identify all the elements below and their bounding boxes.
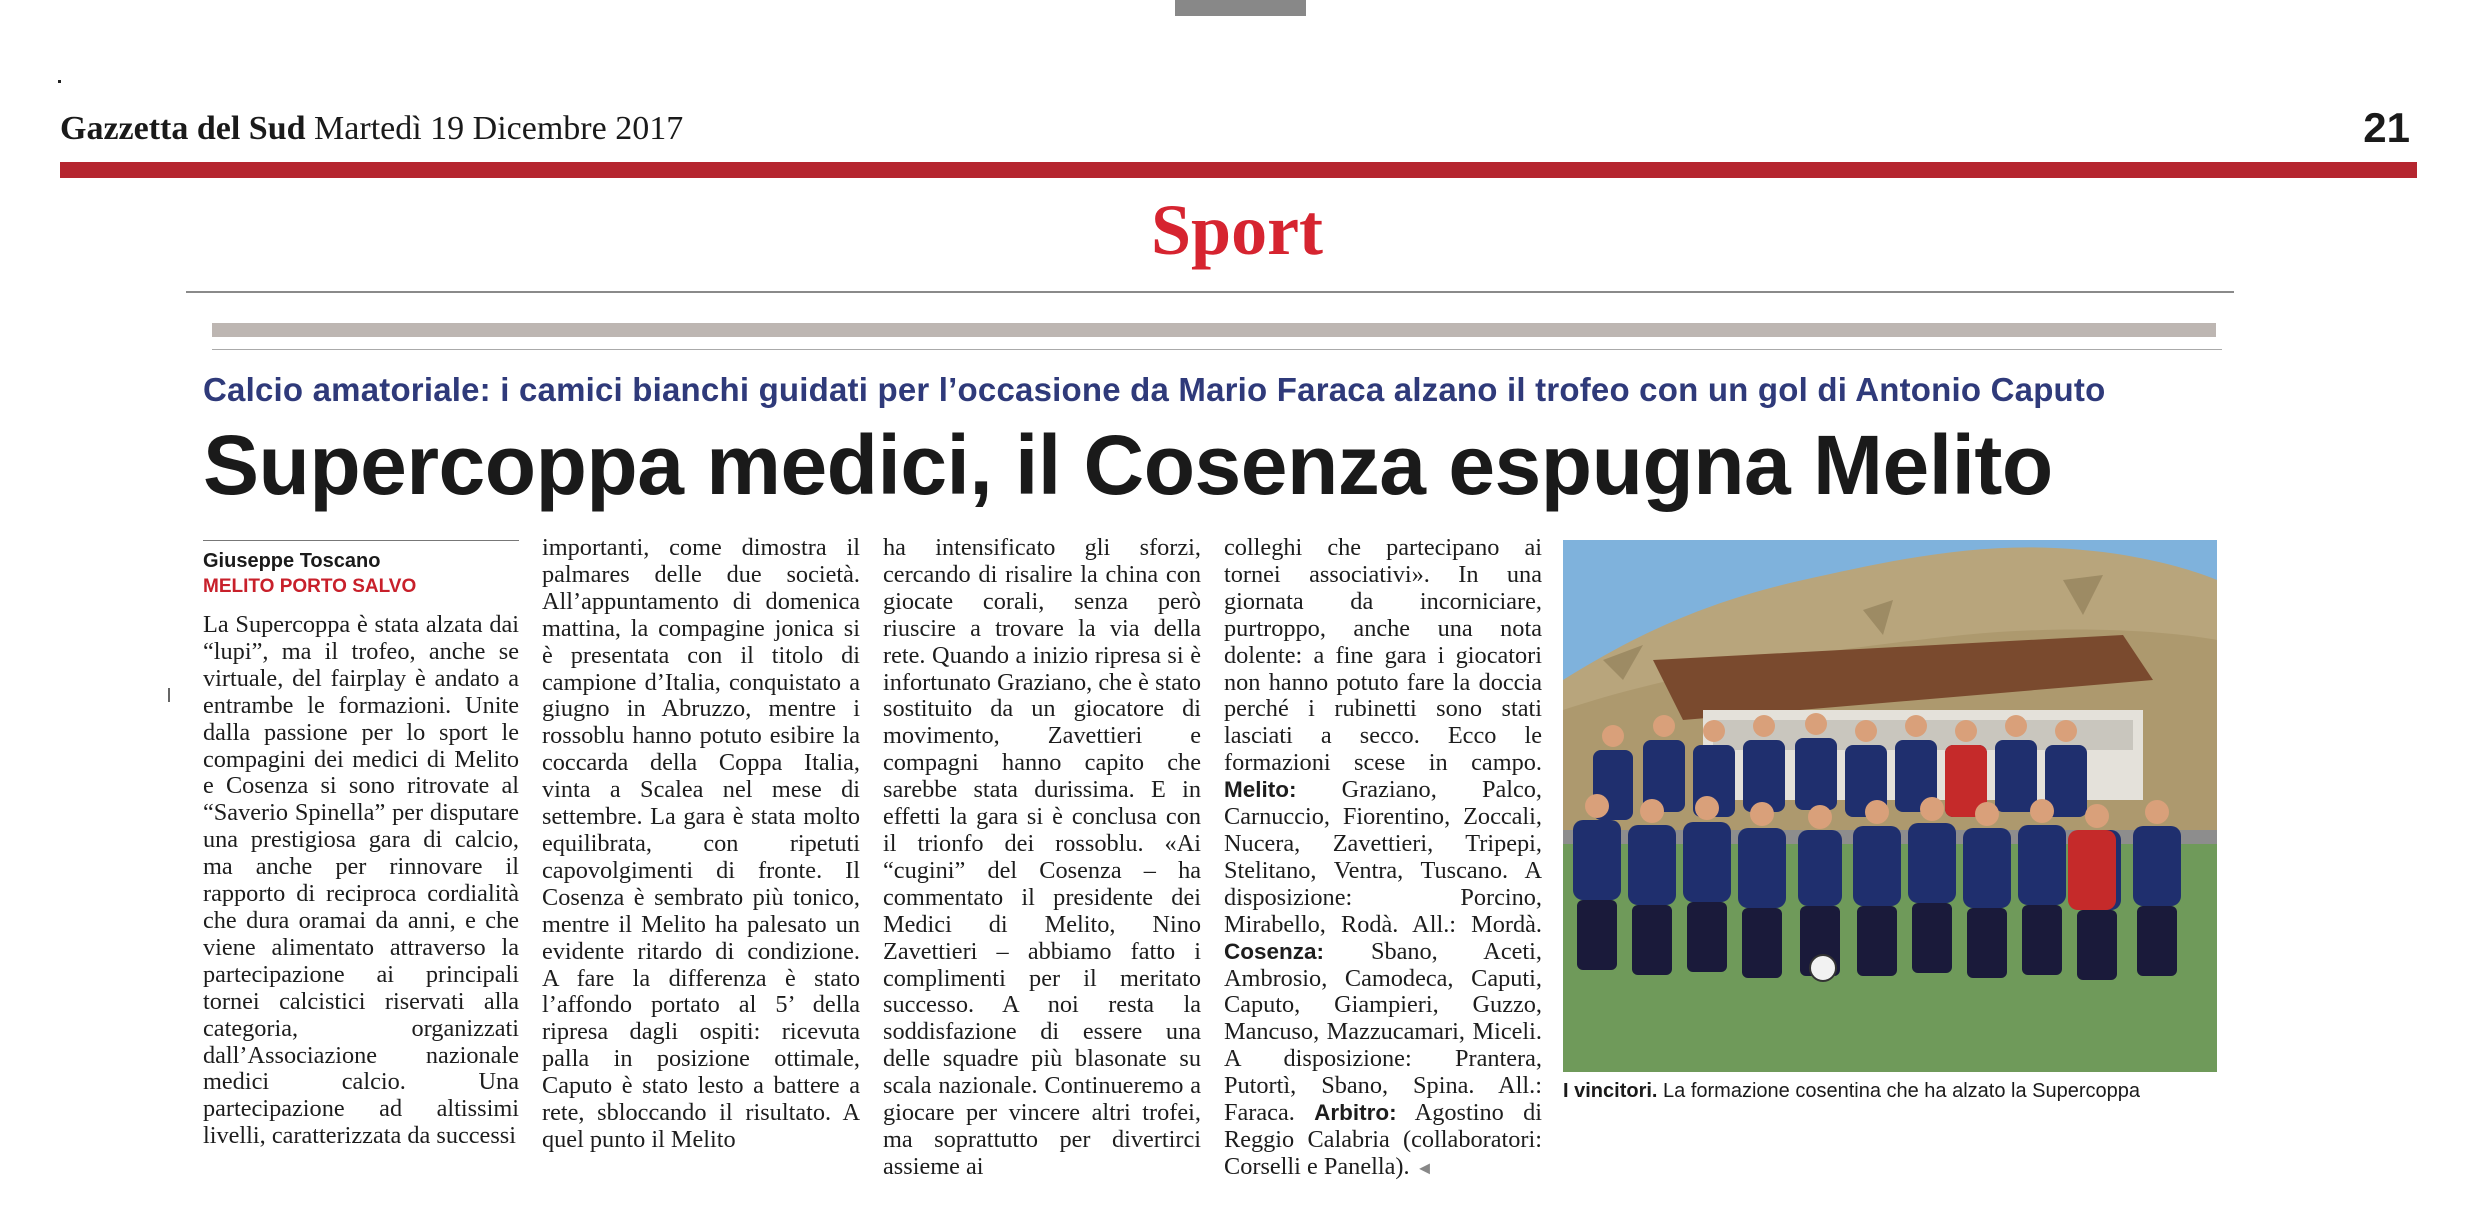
lineup-label-cosenza: Cosenza: [1224,938,1325,964]
article-kicker: Calcio amatoriale: i camici bianchi guidati per l’occasione da Mario Faraca alzano il trofeo con un gol di Antonio Caputo [203,371,2106,408]
caption-title: I vincitori. [1563,1080,1658,1102]
article-column-2 [542,535,860,1154]
lineup-label-melito: Melito: [1224,777,1297,803]
article-column-3 [883,535,1201,1181]
section-title: Sport [1150,190,1324,270]
column-text-intro: colleghi che partecipano ai tornei associativi». In una giornata da incorniciare, purtroppo, anche una nota dolente: a fine gara i giocatori non hanno potuto fare la doccia perché i rubinetti sono stati lasciati a secco. Ecco le formazioni scese in campo. [1224,534,1542,777]
column-text [1224,535,1542,1182]
column-text: ha intensificato gli sforzi, cercando di risalire la china con giocate corali, senza però riuscire a trovare la via della rete. Quando a inizio ripresa si è infortunato Graziano, che è stato sostituito da un giocatore di movimento, Zavettieri e compagni hanno capito che sarebbe stata durissima. E in effetti la gara si è conclusa con il trionfo dei rossoblu. «Ai “cugini” del Cosenza – ha commentato il presidente dei Medici di Melito, Nino Zavettieri – abbiamo fatto i complimenti per il meritato successo. A noi resta la soddisfazione di essere una delle squadre più blasonate su scala nazionale. Continueremo a giocare per vincere altri trofei, ma soprattutto per divertirci assieme ai [883,534,1201,1180]
masthead-red-rule [60,162,2417,178]
column-text: La Supercoppa è stata alzata dai “lupi”, ma il trofeo, anche se virtuale, del fairplay è andato a entrambe le formazioni. Unite dalla passione per lo sport le compagini dei medici di Melito e Cosenza si sono ritrovate al “Saverio Spinella” per disputare una prestigiosa gara di calcio, ma anche per rinnovare il rapporto di reciproca cordialità che dura oramai da anni, e che viene alimentato attraverso la partecipazione ai principali tornei calcistici riservati alla categoria, organizzati dall’Associazione nazionale medici calcio. Una partecipazione ad altissimi livelli, caratterizzata da successi [203,611,519,1150]
lineup-melito: Graziano, Palco, Carnuccio, Fiorentino, Zoccali, Nucera, Zavettieri, Tripepi, Stelitano, Ventra, Tuscano. A disposizione: Porcino, Mirabello, Rodà. All.: Mordà. [1224,776,1542,938]
lineup-referee: Agostino di Reggio Calabria (collaboratori: Corselli e Panella). [1224,1099,1543,1180]
article-top-band [212,323,2216,337]
byline-author: Giuseppe Toscano [203,550,381,572]
article-top-rule [212,349,2222,350]
newspaper-name: Gazzetta del Sud [60,110,306,147]
byline-rule [203,540,519,541]
lineup-label-referee: Arbitro: [1314,1100,1397,1126]
team-photo [1563,540,2217,1072]
article-column-1 [203,612,519,1150]
lineup-cosenza: Sbano, Aceti, Ambrosio, Camodeca, Caputi, Caputo, Giampieri, Guzzo, Mancuso, Mazzucamari, Miceli. A disposizione: Prantera, Putortì, Sbano, Spina. All.: Faraca. [1224,937,1542,1127]
article-column-4 [1224,535,1542,1182]
football-icon [1810,955,1836,981]
page-number: 21 [2363,104,2410,151]
article-headline: Supercoppa medici, il Cosenza espugna Melito [203,418,2053,512]
issue-date: Martedì 19 Dicembre 2017 [314,110,684,147]
page-tab-marker [1175,0,1306,16]
photo-caption [1563,1077,2140,1105]
margin-mark [168,688,170,702]
dateline: MELITO PORTO SALVO [203,576,417,597]
team-photo-illustration [1563,540,2217,1072]
masthead [60,104,683,154]
section-divider [186,291,2234,293]
end-of-article-icon: ◄ [1415,1157,1434,1178]
print-dot [58,80,61,83]
column-text: importanti, come dimostra il palmares delle due società. All’appuntamento di domenica mattina, la compagine jonica si è presentata con il titolo di campione d’Italia, conquistato a giugno in Abruzzo, mentre i rossoblu hanno potuto esibire la coccarda della Coppa Italia, vinta a Scalea nel mese di settembre. La gara è stata molto equilibrata, con ripetuti capovolgimenti di fronte. Il Cosenza è sembrato più tonico, mentre il Melito ha palesato un evidente ritardo di condizione. A fare la differenza è stato l’affondo portato al 5’ della ripresa dagli ospiti: ricevuta palla in posizione ottimale, Caputo è stato lesto a battere a rete, sbloccando il risultato. A quel punto il Melito [542,534,860,1153]
caption-text: La formazione cosentina che ha alzato la Supercoppa [1663,1080,2141,1102]
